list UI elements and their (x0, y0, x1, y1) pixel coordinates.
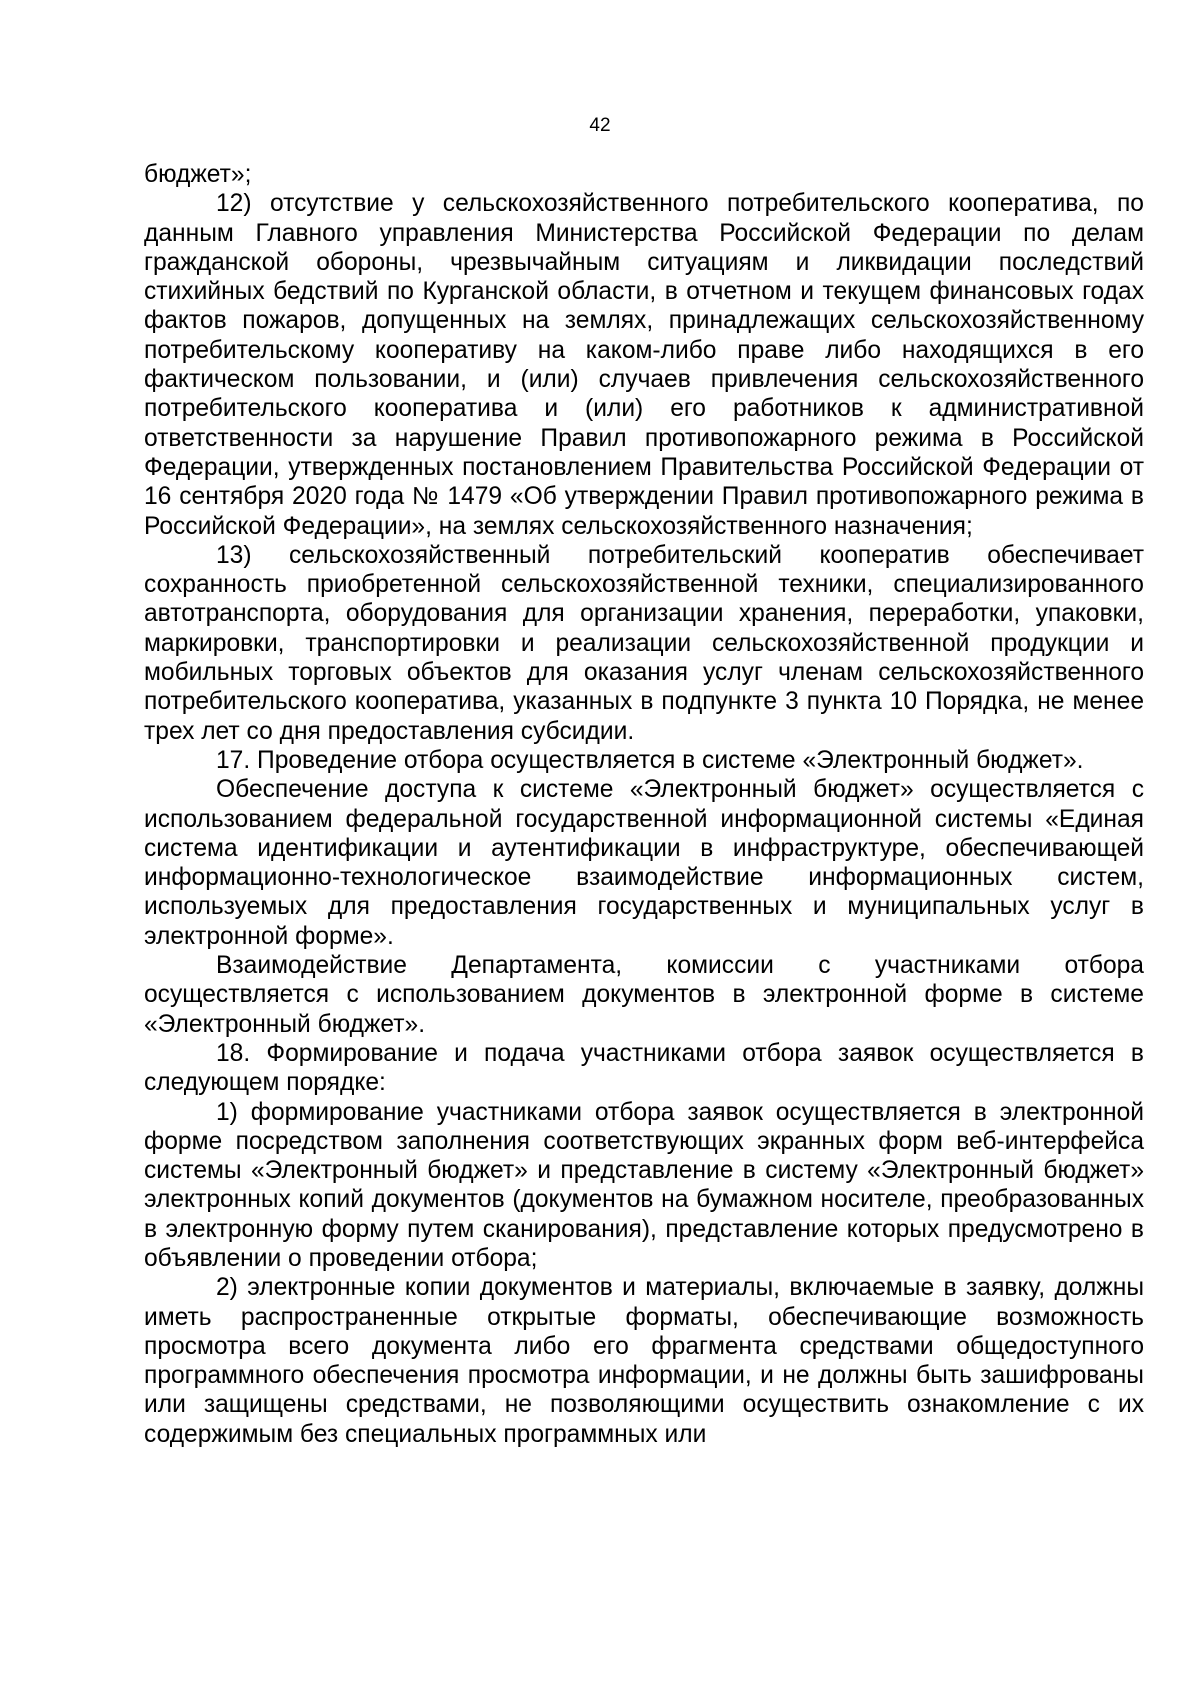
paragraph-section-17: 17. Проведение отбора осуществляется в системе «Электронный бюджет». (216, 746, 1084, 774)
paragraph-budget-end: бюджет»; (144, 161, 252, 188)
paragraph-item-12: 12) отсутствие у сельскохозяйственного потребительского кооператива, по данным Главного управления Министерства Российской Федерации по делам гражданской обороны, чрезвычайным ситуациям и ликвидации последствий стихийных бедствий по Курганской области, в отчетном и текущем финансовых годах фактов пожаров, допущенных на землях, принадлежащих сельскохозяйственному потребительскому кооперативу на каком-либо праве либо находящихся в его фактическом пользовании, и (или) случаев привлечения сельскохозяйственного потребительского кооператива и (или) его работников к административной ответственности за нарушение Правил противопожарного режима в Российской Федерации, утвержденных постановлением Правительства Российской Федерации от 16 сентября 2020 года № 1479 «Об утверждении Правил противопожарного режима в Российской Федерации», на землях сельскохозяйственного назначения; (144, 190, 1144, 540)
paragraph-interaction: Взаимодействие Департамента, комиссии с участниками отбора осуществляется с использованием документов в электронной форме в системе «Электронный бюджет». (144, 952, 1144, 1038)
paragraph-item-1: 1) формирование участниками отбора заявок осуществляется в электронной форме посредством заполнения соответствующих экранных форм веб-интерфейса системы «Электронный бюджет» и представление в систему «Электронный бюджет» электронных копий документов (документов на бумажном носителе, преобразованных в электронную форму путем сканирования), представление которых предусмотрено в объявлении о проведении отбора; (144, 1098, 1144, 1272)
paragraph-item-2: 2) электронные копии документов и материалы, включаемые в заявку, должны иметь распространенные открытые форматы, обеспечивающие возможность просмотра всего документа либо его фрагмента средствами общедоступного программного обеспечения просмотра информации, и не должны быть зашифрованы или защищены средствами, не позволяющими осуществить ознакомление с их содержимым без специальных программных или (144, 1274, 1144, 1448)
paragraph-access: Обеспечение доступа к системе «Электронный бюджет» осуществляется с использованием федеральной государственной информационной системы «Единая система идентификации и аутентификации в инфраструктуре, обеспечивающей информационно-технологическое взаимодействие информационных систем, используемых для предоставления государственных и муниципальных услуг в электронной форме». (144, 776, 1144, 950)
paragraph-section-18: 18. Формирование и подача участниками отбора заявок осуществляется в следующем порядке: (144, 1039, 1144, 1097)
document-body (144, 160, 1144, 1449)
paragraph-item-13: 13) сельскохозяйственный потребительский кооператив обеспечивает сохранность приобретенной сельскохозяйственной техники, специализированного автотранспорта, оборудования для организации хранения, переработки, упаковки, маркировки, транспортировки и реализации сельскохозяйственной продукции и мобильных торговых объектов для оказания услуг членам сельскохозяйственного потребительского кооператива, указанных в подпункте 3 пункта 10 Порядка, не менее трех лет со дня предоставления субсидии. (144, 541, 1144, 745)
page-number: 42 (589, 115, 611, 136)
